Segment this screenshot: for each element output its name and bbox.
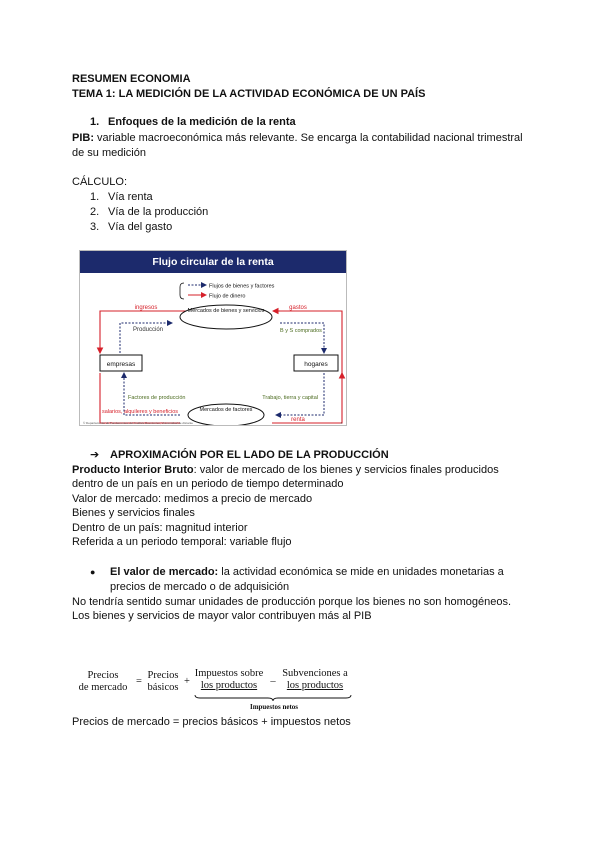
calculo-item <box>90 220 172 234</box>
trabajo-flow-line <box>276 373 324 415</box>
hogares-label: hogares <box>304 361 328 368</box>
formula-sub-bottom: los productos <box>286 680 344 691</box>
legend-goods-text: Flujos de bienes y factores <box>209 283 275 290</box>
diagram-title: Flujo circular de la renta <box>80 251 346 273</box>
goods-market-label: Mercados de bienes y servicios <box>187 308 265 314</box>
bullet-dot-icon: ● <box>90 567 96 577</box>
calculo-item <box>90 205 208 219</box>
pib-definition-line1 <box>72 131 523 145</box>
production-note: Valor de mercado: medimos a precio de mercado <box>72 493 313 505</box>
factores-label: Factores de producción <box>128 395 186 401</box>
diagram-canvas <box>80 273 346 425</box>
calculo-item-text: Vía de la producción <box>108 206 209 218</box>
formula-lhs-top: Precios <box>87 670 119 681</box>
formula-lhs <box>74 670 132 694</box>
section1-heading <box>90 115 296 129</box>
production-note: Bienes y servicios finales <box>72 507 195 519</box>
calculo-item-text: Vía del gasto <box>108 221 173 233</box>
diagram-page-number: 4 <box>340 421 342 425</box>
section1-number: 1. <box>90 116 100 128</box>
formula-brace-label: Impuestos netos <box>249 703 299 711</box>
goods-market-label-box <box>186 308 266 328</box>
market-value-text-2: precios de mercado o de adquisición <box>110 581 290 593</box>
pib-production-def-line1 <box>72 463 499 477</box>
trabajo-label: Trabajo, tierra y capital <box>262 395 318 401</box>
section1-heading-text: Enfoques de la medición de la renta <box>108 116 296 128</box>
factor-market-label: Mercados de factores <box>199 407 253 413</box>
circular-flow-diagram <box>79 250 347 426</box>
price-formula <box>74 668 374 712</box>
market-value-text-1: la actividad económica se mide en unidades monetarias a <box>218 566 504 578</box>
legend-brace <box>180 283 184 299</box>
market-value-bullet <box>90 565 504 579</box>
section2-heading <box>90 448 389 462</box>
bys-label <box>280 328 322 334</box>
homogeneous-note: No tendría sentido sumar unidades de producción porque los bienes no son homogéneos. <box>72 596 512 608</box>
renta-label: renta <box>291 417 305 423</box>
pib-definition-line2: de su medición <box>72 147 146 159</box>
formula-sub-top: Subvenciones a <box>282 668 348 679</box>
topic-title: TEMA 1: LA MEDICIÓN DE LA ACTIVIDAD ECONÓMICA DE UN PAÍS <box>72 88 426 100</box>
formula-plus: + <box>184 676 190 687</box>
final-formula-line: Precios de mercado = precios básicos + impuestos netos <box>72 716 351 728</box>
diagram-footer: © Departamento de Fundamentos del Análisis Económico, Universidad de Alicante <box>83 421 193 425</box>
calculo-item <box>90 190 153 204</box>
calculo-item-number: 3. <box>90 221 100 233</box>
formula-tax-top: Impuestos sobre <box>194 668 264 679</box>
bys-label-text: B y S comprados <box>280 328 322 334</box>
gastos-label: gastos <box>289 305 307 311</box>
formula-lhs-bottom: de mercado <box>78 682 128 693</box>
production-note: Dentro de un país: magnitud interior <box>72 522 248 534</box>
production-note: Referida a un periodo temporal: variable flujo <box>72 536 292 548</box>
contribution-note: Los bienes y servicios de mayor valor contribuyen más al PIB <box>72 610 372 622</box>
formula-basic-top: Precios <box>147 670 179 681</box>
pib-term: Producto Interior Bruto <box>72 464 194 476</box>
calculo-item-number: 2. <box>90 206 100 218</box>
factor-market-label-box <box>192 407 260 425</box>
produccion-label: Producción <box>132 327 164 333</box>
formula-basic-bottom: básicos <box>147 682 179 693</box>
section2-heading-text: APROXIMACIÓN POR EL LADO DE LA PRODUCCIÓN <box>110 449 389 461</box>
formula-basic <box>144 670 182 694</box>
pib-text-1: variable macroeconómica más relevante. Se encarga la contabilidad nacional trimestral <box>94 132 523 144</box>
legend-money-text: Flujo de dinero <box>209 293 246 300</box>
empresas-label: empresas <box>106 361 136 368</box>
pib-def-1: : valor de mercado de los bienes y servicios finales producidos <box>193 464 499 476</box>
calculo-label: CÁLCULO: <box>72 176 128 188</box>
pib-production-def-line2: dentro de un país en un periodo de tiempo determinado <box>72 478 344 490</box>
summary-title: RESUMEN ECONOMIA <box>72 73 191 85</box>
ingresos-label: ingresos <box>134 305 158 311</box>
pib-label: PIB: <box>72 132 94 144</box>
market-value-term: El valor de mercado: <box>110 566 219 578</box>
formula-tax-bottom: los productos <box>200 680 258 691</box>
calculo-item-text: Vía renta <box>108 191 153 203</box>
calculo-item-number: 1. <box>90 191 100 203</box>
formula-taxes <box>192 668 266 692</box>
arrow-bullet-icon: ➔ <box>90 449 100 461</box>
salarios-label: salarios, alquileres y beneficios <box>101 409 179 415</box>
formula-minus: – <box>270 676 276 687</box>
formula-equals: = <box>136 676 142 687</box>
formula-subsidies <box>278 668 352 692</box>
